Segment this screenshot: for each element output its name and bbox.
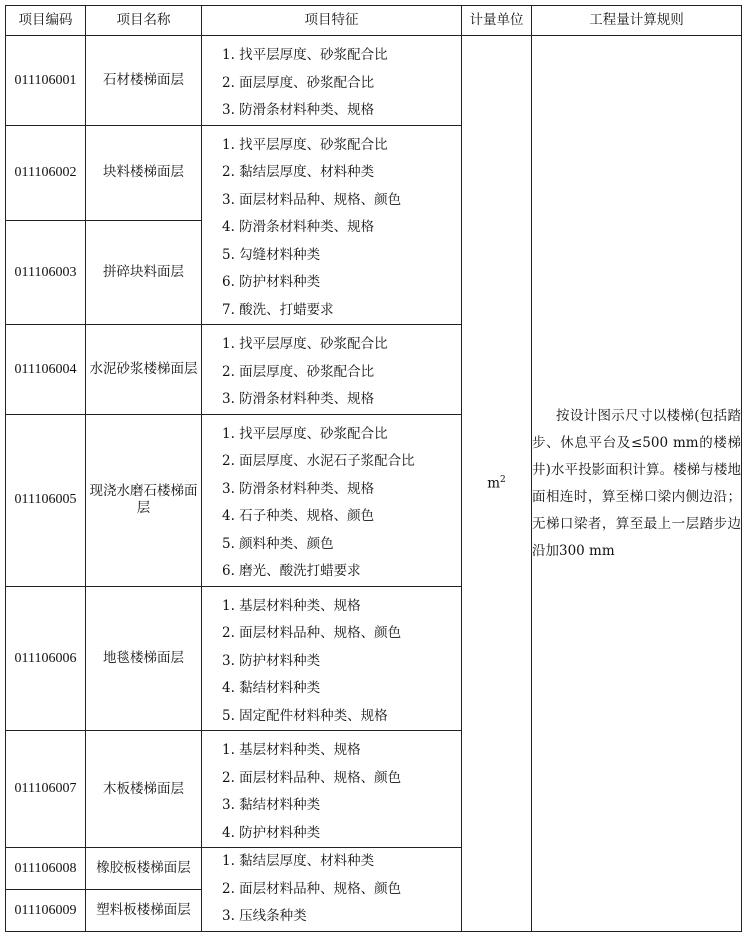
- feature-item: 1. 找平层厚度、砂浆配合比: [222, 336, 388, 352]
- feature-item: 1. 找平层厚度、砂浆配合比: [222, 47, 388, 63]
- item-code: 011106005: [6, 414, 86, 586]
- feature-item: 3. 防滑条材料种类、规格: [222, 102, 375, 118]
- feature-item: 1. 找平层厚度、砂浆配合比: [222, 136, 388, 153]
- feature-item: 3. 黏结材料种类: [222, 797, 321, 813]
- feature-item: 2. 面层材料品种、规格、颜色: [222, 769, 402, 786]
- unit-cell: [462, 36, 532, 932]
- feature-item: 2. 面层厚度、砂浆配合比: [222, 363, 375, 380]
- item-code: 011106001: [6, 36, 86, 126]
- rule-text: 按设计图示尺寸以楼梯(包括踏步、休息平台及≤500 mm的楼梯井)水平投影面积计算。楼梯与楼地面相连时，算至梯口梁内侧边沿；无梯口梁者，算至最上一层踏步边沿加300 mm: [532, 407, 741, 559]
- header-code: 项目编码: [6, 6, 86, 36]
- rule-cell: [532, 36, 742, 932]
- feature-item: 7. 酸洗、打蜡要求: [222, 301, 334, 318]
- feature-list: [202, 414, 462, 586]
- unit-exponent: 2: [500, 474, 506, 485]
- feature-item: 2. 面层厚度、水泥石子浆配合比: [222, 453, 415, 469]
- feature-item: 4. 防护材料种类: [222, 824, 321, 841]
- item-name: 现浇水磨石楼梯面层: [86, 414, 202, 586]
- item-code: 011106009: [6, 890, 86, 932]
- header-name: 项目名称: [86, 6, 202, 36]
- header-row: [6, 6, 742, 36]
- item-code: 011106007: [6, 731, 86, 848]
- item-name: 木板楼梯面层: [86, 731, 202, 848]
- feature-list: [202, 586, 462, 731]
- item-name: 地毯楼梯面层: [86, 586, 202, 731]
- item-code: 011106002: [6, 125, 86, 220]
- feature-item: 5. 固定配件材料种类、规格: [222, 707, 388, 724]
- header-rule: 工程量计算规则: [532, 6, 742, 36]
- feature-item: 2. 黏结层厚度、材料种类: [222, 164, 375, 180]
- feature-item: 4. 防滑条材料种类、规格: [222, 219, 375, 235]
- feature-item: 3. 防滑条材料种类、规格: [222, 391, 375, 407]
- feature-item: 1. 找平层厚度、砂浆配合比: [222, 425, 388, 442]
- feature-list: [202, 125, 462, 325]
- unit-base: m: [487, 475, 501, 492]
- feature-item: 1. 黏结层厚度、材料种类: [222, 853, 375, 870]
- feature-item: 2. 面层材料品种、规格、颜色: [222, 625, 402, 641]
- item-code: 011106006: [6, 586, 86, 731]
- item-name: 橡胶板楼梯面层: [86, 848, 202, 890]
- feature-item: 3. 防滑条材料种类、规格: [222, 480, 375, 497]
- header-unit: 计量单位: [462, 6, 532, 36]
- item-name: 块料楼梯面层: [86, 125, 202, 220]
- header-features: 项目特征: [202, 6, 462, 36]
- item-code: 011106008: [6, 848, 86, 890]
- feature-item: 6. 防护材料种类: [222, 274, 321, 290]
- feature-list: [202, 848, 462, 932]
- feature-item: 3. 压线条种类: [222, 908, 307, 925]
- feature-item: 5. 颜料种类、颜色: [222, 535, 334, 552]
- feature-list: [202, 36, 462, 126]
- feature-item: 4. 黏结材料种类: [222, 680, 321, 696]
- feature-item: 1. 基层材料种类、规格: [222, 597, 361, 614]
- item-code: 011106003: [6, 220, 86, 324]
- feature-item: 1. 基层材料种类、规格: [222, 742, 361, 758]
- feature-item: 5. 勾缝材料种类: [222, 246, 321, 263]
- item-name: 石材楼梯面层: [86, 36, 202, 126]
- feature-item: 2. 面层材料品种、规格、颜色: [222, 880, 402, 897]
- feature-list: [202, 325, 462, 415]
- item-name: 拼碎块料面层: [86, 220, 202, 324]
- feature-item: 4. 石子种类、规格、颜色: [222, 508, 375, 524]
- item-name: 塑料板楼梯面层: [86, 890, 202, 932]
- stair-surface-spec-table: [5, 5, 742, 932]
- table-row: [6, 36, 742, 126]
- feature-item: 3. 面层材料品种、规格、颜色: [222, 191, 402, 208]
- item-code: 011106004: [6, 325, 86, 415]
- feature-item: 6. 磨光、酸洗打蜡要求: [222, 563, 361, 579]
- feature-item: 3. 防护材料种类: [222, 652, 321, 669]
- item-name: 水泥砂浆楼梯面层: [86, 325, 202, 415]
- feature-list: [202, 731, 462, 848]
- feature-item: 2. 面层厚度、砂浆配合比: [222, 74, 375, 91]
